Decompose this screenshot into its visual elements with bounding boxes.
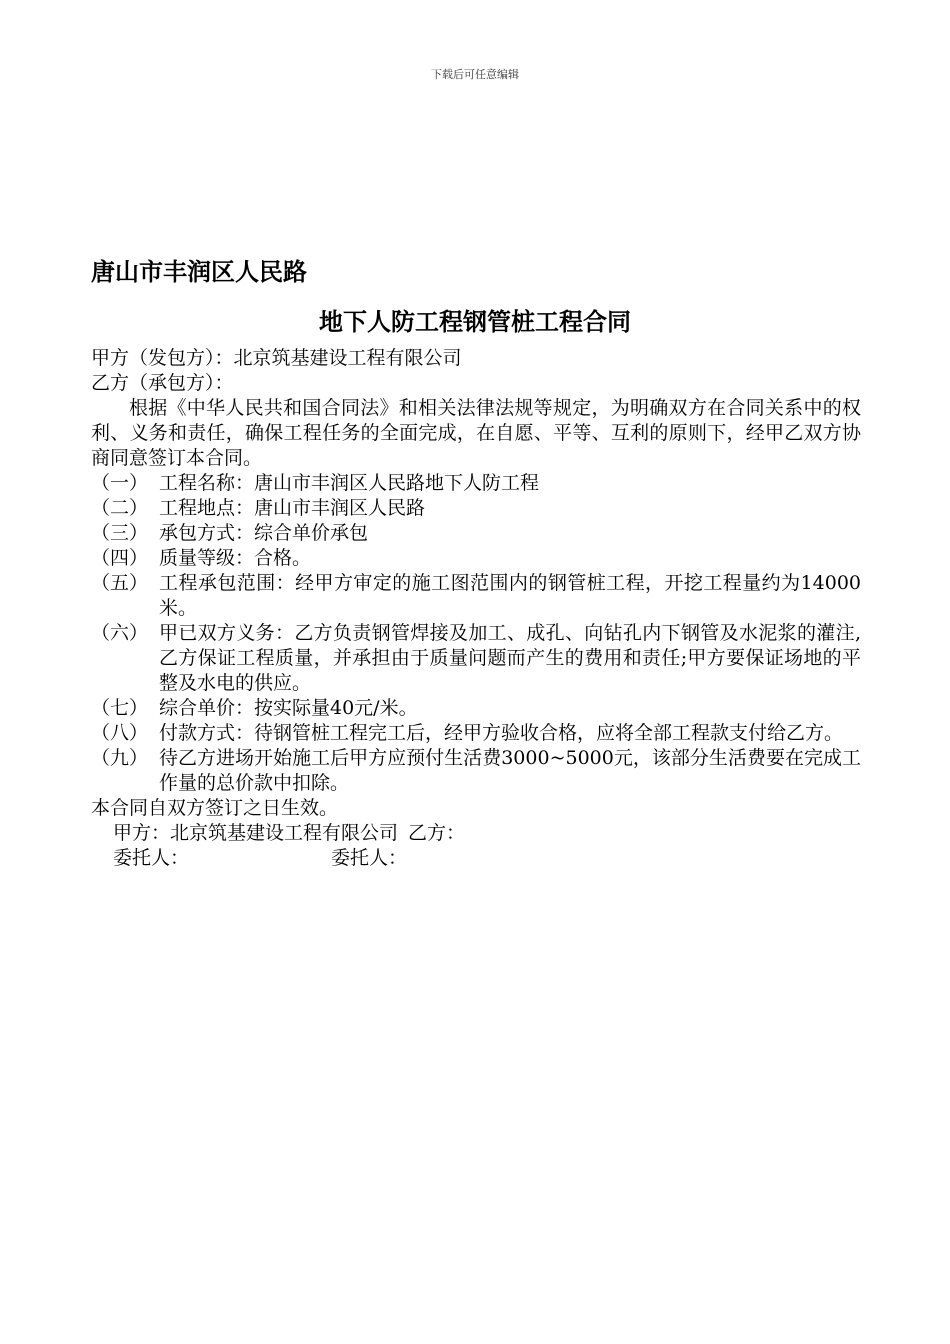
signature-agent-a: 委托人： <box>113 847 190 869</box>
party-a-line: 甲方（发包方）：北京筑基建设工程有限公司 <box>91 347 462 369</box>
preamble-paragraph: 根据《中华人民共和国合同法》和相关法律法规等规定，为明确双方在合同关系中的权利、义务和责任，确保工程任务的全面完成，在自愿、平等、互利的原则下，经甲乙双方协商同意签订本合同。 <box>91 397 861 469</box>
clause-9 <box>91 746 861 796</box>
clause-8 <box>91 721 861 746</box>
clause-5 <box>91 571 861 621</box>
signature-party-a: 甲方：北京筑基建设工程有限公司 <box>113 822 399 844</box>
clause-number: （七） <box>91 697 149 719</box>
contract-title-line2: 地下人防工程钢管桩工程合同 <box>319 308 631 336</box>
clause-text: 甲已双方义务：乙方负责钢管焊接及加工、成孔、向钻孔内下钢管及水泥浆的灌注,乙方保证工程质量，并承担由于质量问题而产生的费用和责任;甲方要保证场地的平整及水电的供应。 <box>159 622 861 694</box>
clause-number: （一） <box>91 472 149 494</box>
clause-text: 付款方式：待钢管桩工程完工后，经甲方验收合格，应将全部工程款支付给乙方。 <box>159 722 844 744</box>
signature-agents-row <box>91 846 861 871</box>
effective-statement: 本合同自双方签订之日生效。 <box>91 797 339 819</box>
clause-text: 工程名称：唐山市丰润区人民路地下人防工程 <box>159 472 540 494</box>
clause-1 <box>91 471 861 496</box>
clause-number: （九） <box>91 747 149 769</box>
clause-text: 工程承包范围：经甲方审定的施工图范围内的钢管桩工程，开挖工程量约为14000米。 <box>159 572 861 619</box>
clause-number: （三） <box>91 522 149 544</box>
clause-number: （六） <box>91 622 149 644</box>
clause-text: 待乙方进场开始施工后甲方应预付生活费3000~5000元，该部分生活费要在完成工作量的总价款中扣除。 <box>159 747 861 794</box>
clause-text: 工程地点：唐山市丰润区人民路 <box>159 497 426 519</box>
clause-number: （二） <box>91 497 149 519</box>
signature-party-b: 乙方： <box>408 822 466 844</box>
clause-3 <box>91 521 861 546</box>
clause-4 <box>91 546 861 571</box>
clause-number: （四） <box>91 547 149 569</box>
clause-6 <box>91 621 861 696</box>
clause-text: 承包方式：综合单价承包 <box>159 522 369 544</box>
header-note: 下载后可任意编辑 <box>431 68 519 81</box>
clause-number: （八） <box>91 722 149 744</box>
signature-parties-row <box>91 821 861 846</box>
signature-agent-b: 委托人： <box>331 847 408 869</box>
clause-number: （五） <box>91 572 149 594</box>
clause-2 <box>91 496 861 521</box>
contract-title-line1: 唐山市丰润区人民路 <box>91 258 307 286</box>
party-b-line: 乙方（承包方）： <box>91 372 234 394</box>
clause-text: 质量等级：合格。 <box>159 547 312 569</box>
contract-body <box>91 346 861 871</box>
clause-text: 综合单价：按实际量40元/米。 <box>159 697 418 719</box>
clause-7 <box>91 696 861 721</box>
